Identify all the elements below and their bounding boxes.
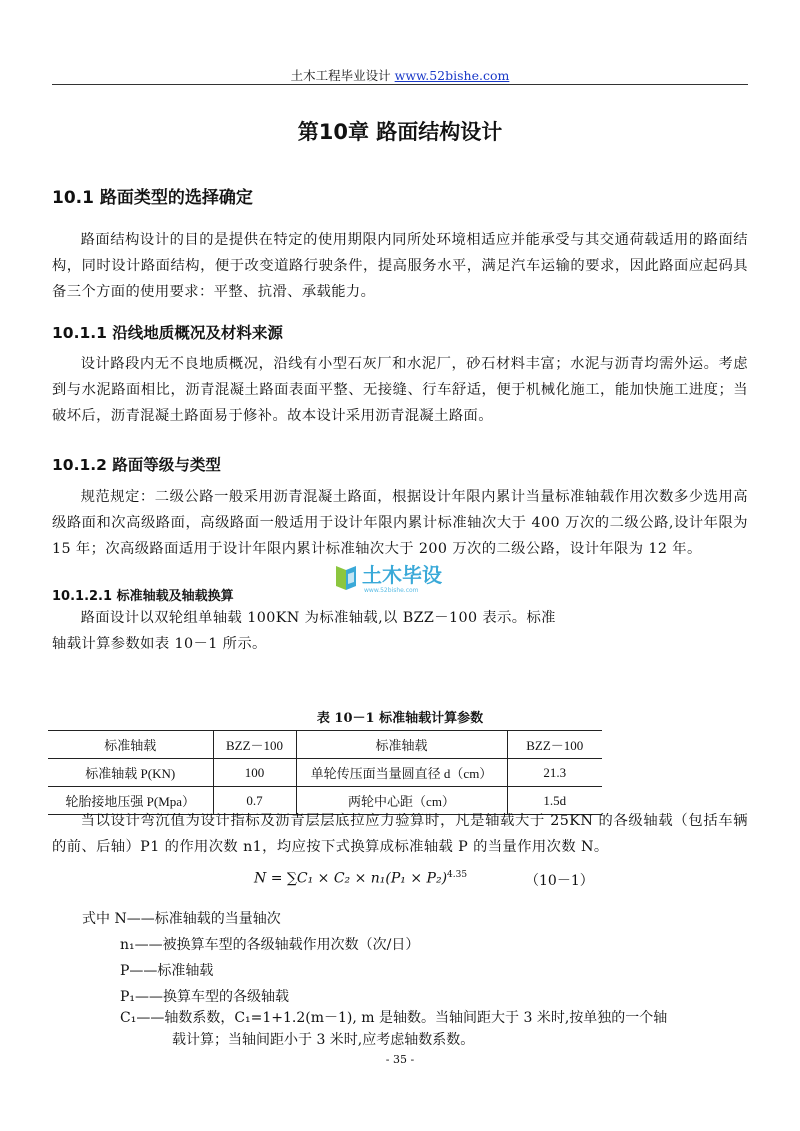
table-cell: BZZ－100 [507,731,602,759]
table-row [48,759,602,787]
definition-n1: n₁——被换算车型的各级轴载作用次数（次/日） [120,937,420,953]
formula-text: N = ∑C₁ × C₂ × n₁(P₁ × P₂) [254,870,448,887]
chapter-title: 第10章 路面结构设计 [297,120,503,144]
definition-c1: C₁——轴数系数，C₁=1+1.2(m－1), m 是轴数。当轴间距大于 3 米时,按单独的一个轴 [120,1010,668,1026]
table-header-row [48,731,602,759]
formula-number: （10－1） [525,873,594,889]
section-heading-10-1-1: 10.1.1 沿线地质概况及材料来源 [52,324,283,342]
table-cell: 标准轴载 P(KN) [48,759,213,787]
page-number: - 35 - [385,1053,415,1066]
table-caption: 表 10－1 标准轴载计算参数 [316,711,484,726]
table-cell: 21.3 [507,759,602,787]
page-header [0,66,800,84]
table-cell: 轮胎接地压强 P(Mpa） [48,787,213,815]
section-heading-10-1-2-1: 10.1.2.1 标准轴载及轴载换算 [52,589,234,604]
section-10-1-1-body: 设计路段内无不良地质概况，沿线有小型石灰厂和水泥厂，砂石材料丰富；水泥与沥青均需外运。考虑到与水泥路面相比，沥青混凝土路面表面平整、无接缝、行车舒适，便于机械化施工，能加快施工进度；当破坏后，沥青混凝土路面易于修补。故本设计采用沥青混凝土路面。 [52,356,748,424]
table-cell: 0.7 [213,787,296,815]
after-table-body: 当以设计弯沉值为设计指标及沥青层层底拉应力验算时，凡是轴载大于 25KN 的各级轴载（包括车辆的前、后轴）P1 的作用次数 n1，均应按下式换算成标准轴载 P 的当量作用次数 N。 [52,813,748,855]
header-rule [52,84,748,85]
definition-c1-continued: 载计算；当轴间距小于 3 米时,应考虑轴数系数。 [172,1032,475,1048]
section-heading-10-1-2: 10.1.2 路面等级与类型 [52,456,221,474]
section-heading-10-1: 10.1 路面类型的选择确定 [52,188,253,208]
header-link[interactable]: www.52bishe.com [394,68,510,83]
definition-p1: P₁——换算车型的各级轴载 [120,989,290,1005]
table-cell: 单轮传压面当量圆直径 d（cm） [296,759,507,787]
formula-exponent: 4.35 [447,870,468,880]
watermark-url: www.52bishe.com [364,587,419,594]
section-10-1-2-1-line2: 轴载计算参数如表 10－1 所示。 [52,636,267,652]
definition-p: P——标准轴载 [120,963,214,979]
table-cell: 两轮中心距（cm） [296,787,507,815]
section-10-1-2-body: 规范规定：二级公路一般采用沥青混凝土路面，根据设计年限内累计当量标准轴载作用次数多少选用高级路面和次高级路面，高级路面一般适用于设计年限内累计标准轴次大于 400 万次的二级公路,设计年限为 15 年；次高级路面适用于设计年限内累计标准轴次大于 200 万次的二级公路，设计年限为 12 年。 [52,489,748,557]
watermark-brand: 土木毕设 [362,563,442,587]
table-cell: 标准轴载 [296,731,507,759]
section-10-1-body: 路面结构设计的目的是提供在特定的使用期限内同所处环境相适应并能承受与其交通荷载适用的路面结构，同时设计路面结构，便于改变道路行驶条件，提高服务水平，满足汽车运输的要求，因此路面应起码具备三个方面的使用要求：平整、抗滑、承载能力。 [52,232,748,300]
watermark-logo [332,560,472,596]
table-cell: BZZ－100 [213,731,296,759]
formula [254,870,467,887]
table-cell: 标准轴载 [48,731,213,759]
axle-load-table [48,730,602,815]
header-prefix: 土木工程毕业设计 [290,68,391,83]
watermark-book-icon [336,566,356,590]
table-cell: 100 [213,759,296,787]
definition-intro: 式中 N——标准轴载的当量轴次 [82,911,281,927]
table-cell: 1.5d [507,787,602,815]
section-10-1-2-1-line1: 路面设计以双轮组单轴载 100KN 为标准轴载,以 BZZ－100 表示。标准 [80,610,556,626]
